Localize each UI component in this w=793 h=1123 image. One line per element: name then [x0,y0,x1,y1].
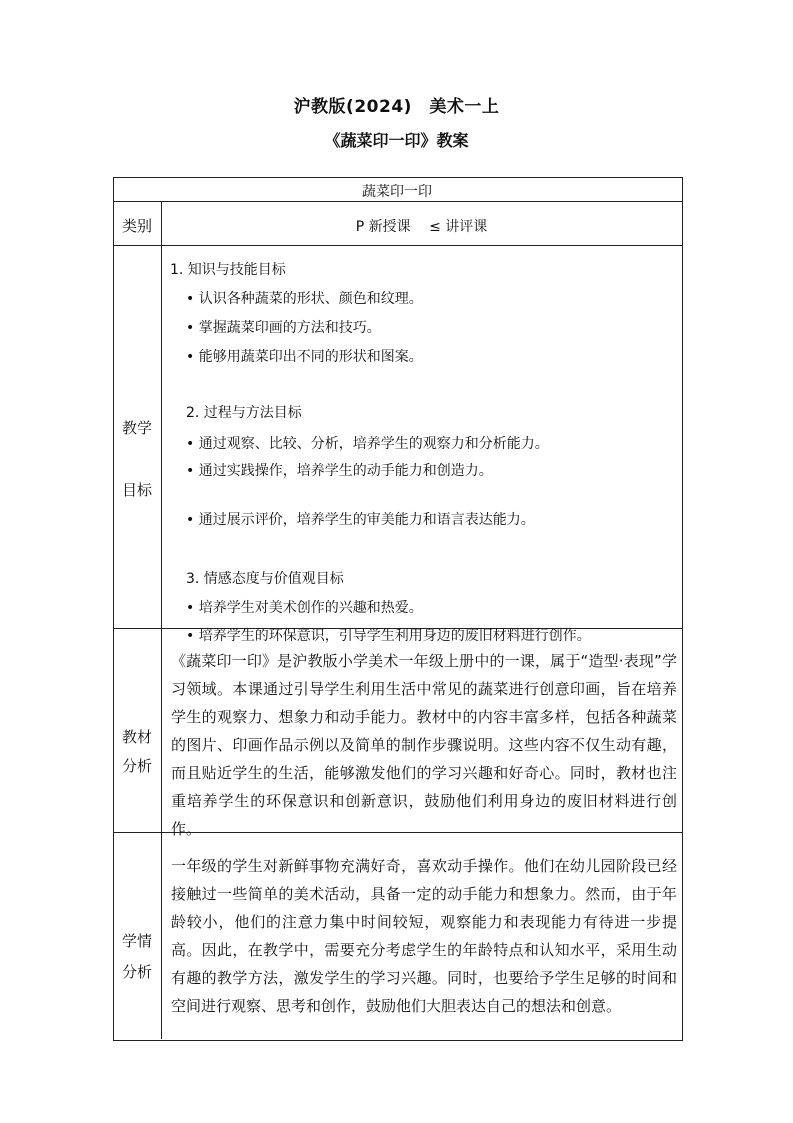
goal-2-title: 2. 过程与方法目标 [186,405,302,421]
row-divider [113,201,682,202]
students-label-2: 分析 [121,963,152,981]
category-value: P 新授课 ≤ 讲评课 [355,219,488,235]
material-analysis-text [171,647,677,843]
category-label: 类别 [121,217,152,235]
students-label-1: 学情 [121,932,152,950]
document-subtitle: 《蔬菜印一印》教案 [324,131,469,150]
document-title: 沪教版(2024) 美术一上 [293,97,500,117]
goal-2-item: • 通过观察、比较、分析，培养学生的观察力和分析能力。 [186,436,549,452]
column-divider [161,201,162,1039]
students-paragraph: 一年级的学生对新鲜事物充满好奇，喜欢动手操作。他们在幼儿园阶段已经接触过一些简单的美术活动，具备一定的动手能力和想象力。然而，由于年龄较小，他们的注意力集中时间较短，观察能力和表现能力有待进一步提高。因此，在教学中，需要充分考虑学生的年龄特点和认知水平，采用生动有趣的教学方法，激发学生的学习兴趣。同时，也要给予学生足够的时间和空间进行观察、思考和创作，鼓励他们大胆表达自己的想法和创意。 [171,857,677,1015]
goal-3-item: • 培养学生对美术创作的兴趣和热爱。 [186,600,423,616]
material-label-1: 教材 [121,728,152,746]
goal-2-item: • 通过展示评价，培养学生的审美能力和语言表达能力。 [186,512,535,528]
objectives-label-2: 目标 [121,481,152,499]
goal-1-item: • 掌握蔬菜印画的方法和技巧。 [186,320,381,336]
material-paragraph: 《蔬菜印一印》是沪教版小学美术一年级上册中的一课，属于“造型·表现”学习领域。本课通过引导学生利用生活中常见的蔬菜进行创意印画，旨在培养学生的观察力、想象力和动手能力。教材中的内容丰富多样，包括各种蔬菜的图片、印画作品示例以及简单的制作步骤说明。这些内容不仅生动有趣，而且贴近学生的生活，能够激发他们的学习兴趣和好奇心。同时，教材也注重培养学生的环保意识和创新意识，鼓励他们利用身边的废旧材料进行创作。 [171,652,677,838]
goal-1-item: • 能够用蔬菜印出不同的形状和图案。 [186,349,423,365]
material-label-2: 分析 [121,757,152,775]
goal-2-item: • 通过实践操作，培养学生的动手能力和创造力。 [186,463,493,479]
goal-1-item: • 认识各种蔬菜的形状、颜色和纹理。 [186,291,423,307]
goal-3-title: 3. 情感态度与价值观目标 [186,571,344,587]
row-divider [113,245,682,246]
lesson-name: 蔬菜印一印 [362,184,432,200]
goal-1-title: 1. 知识与技能目标 [170,262,286,278]
goal-3-item: • 培养学生的环保意识，引导学生利用身边的废旧材料进行创作。 [186,628,591,644]
objectives-label-1: 教学 [121,419,152,437]
student-analysis-text [171,852,677,1020]
